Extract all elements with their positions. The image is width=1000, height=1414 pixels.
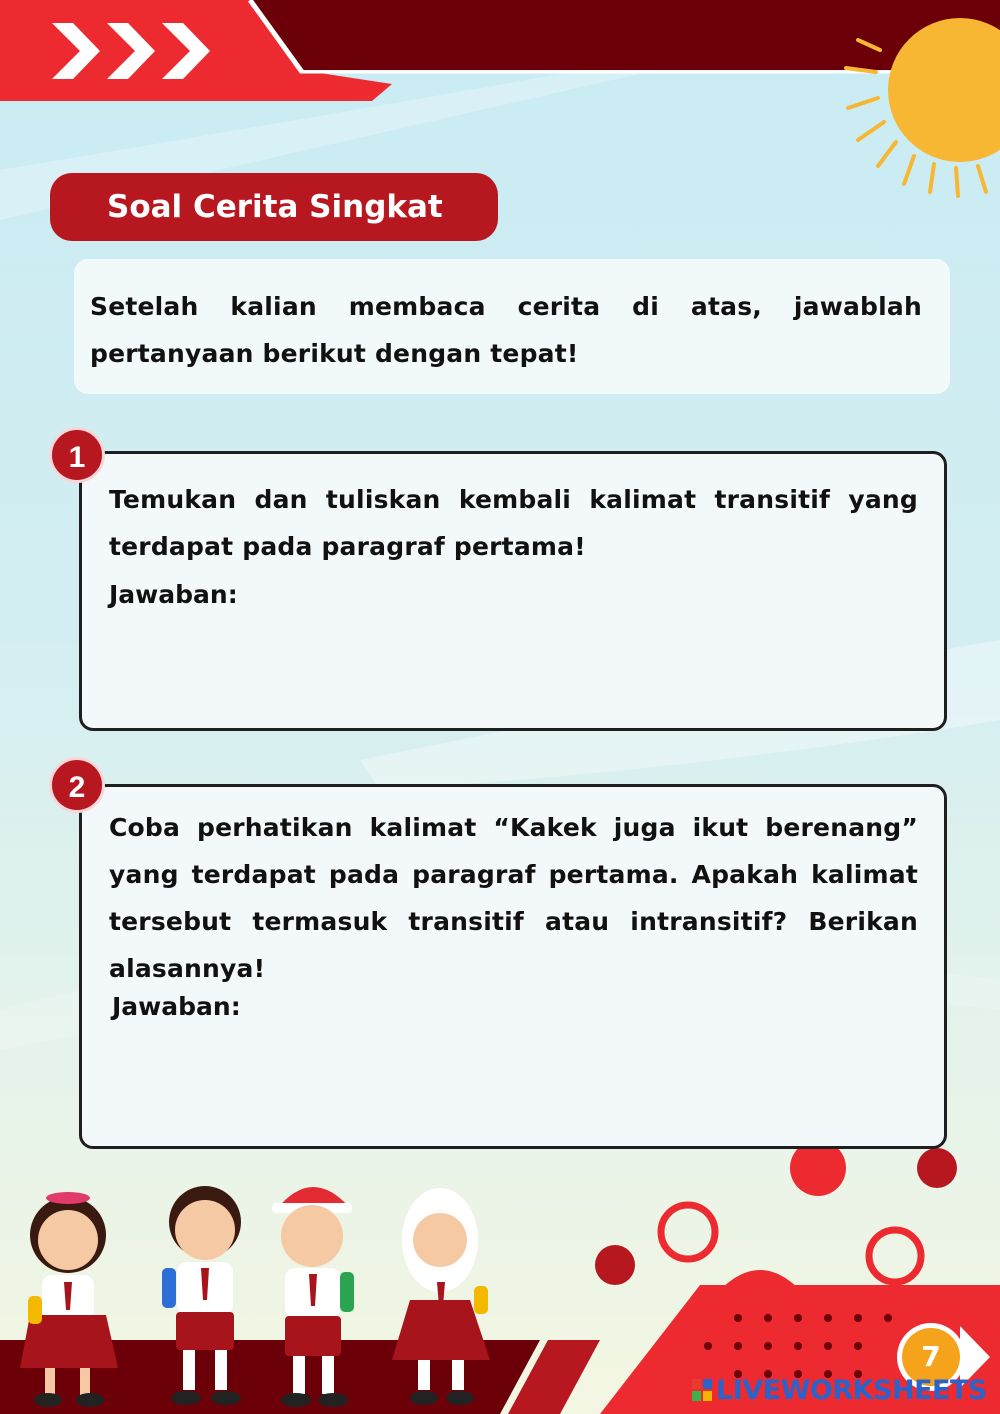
- liveworksheets-logo-icon: [692, 1379, 712, 1401]
- section-title: Soal Cerita Singkat: [50, 173, 498, 241]
- page-number: 7: [902, 1328, 960, 1386]
- question-card-2: [79, 784, 947, 1149]
- question-1-number-badge: 1: [49, 427, 105, 483]
- liveworksheets-watermark[interactable]: [692, 1374, 987, 1408]
- question-card-1: [79, 451, 947, 731]
- instruction-text: Setelah kalian membaca cerita di atas, jawablah pertanyaan berikut dengan tepat!: [90, 292, 922, 368]
- sun-icon: [846, 18, 1000, 196]
- watermark-text: LIVEWORKSHEETS: [716, 1375, 987, 1406]
- instruction-box: [74, 259, 950, 394]
- question-1-text: Temukan dan tuliskan kembali kalimat transitif yang terdapat pada paragraf pertama!: [109, 485, 918, 561]
- header-dark-bar: [250, 0, 1000, 70]
- question-2-number-badge: 2: [49, 757, 105, 813]
- question-1-answer-label: Jawaban:: [109, 580, 238, 609]
- question-2-answer-label: Jawaban:: [112, 992, 241, 1021]
- question-2-text: Coba perhatikan kalimat “Kakek juga ikut berenang” yang terdapat pada paragraf pertama. Apakah kalimat tersebut termasuk transitif atau intransitif? Berikan alasannya!: [109, 813, 918, 983]
